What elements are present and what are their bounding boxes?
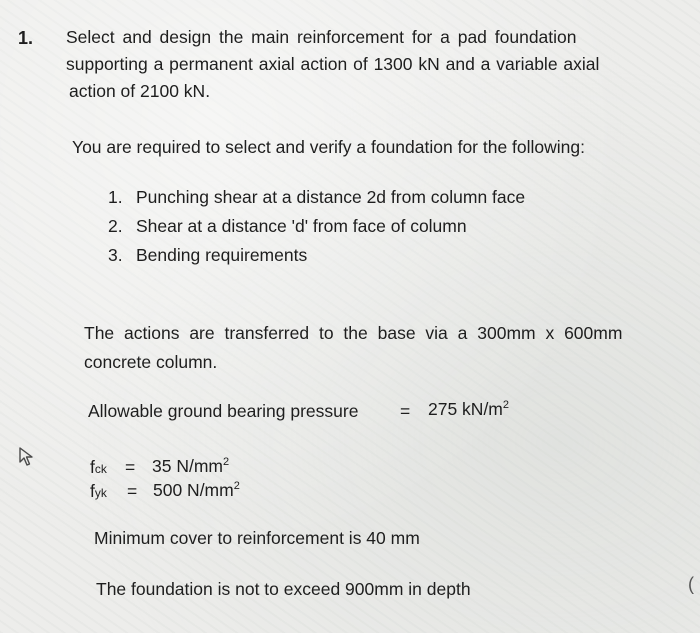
depth-text: The foundation is not to exceed 900mm in depth xyxy=(96,579,471,599)
list-number: 3. xyxy=(108,245,123,265)
list-number: 2. xyxy=(108,216,123,236)
fck-equals: = xyxy=(125,457,136,477)
fck-value-text: 35 N/mm xyxy=(152,456,223,476)
actions-line-2: concrete column. xyxy=(84,352,218,372)
fyk-f: f xyxy=(90,481,95,501)
list-item xyxy=(108,187,525,208)
fyk-value xyxy=(153,479,240,501)
question-intro xyxy=(66,24,700,105)
bearing-value xyxy=(428,398,509,420)
requirement-text: You are required to select and verify a foundation for the following: xyxy=(72,137,586,157)
mouse-cursor-icon xyxy=(17,446,37,473)
bearing-label: Allowable ground bearing pressure xyxy=(88,401,359,421)
fck-subscript: ck xyxy=(94,462,107,476)
actions-line-1: The actions are transferred to the base via a 300mm x 600mm xyxy=(84,323,623,343)
bearing-value-text: 275 kN/m xyxy=(428,399,503,419)
list-number: 1. xyxy=(108,187,123,207)
intro-line-1: Select and design the main reinforcement for a pad foundation xyxy=(66,27,577,47)
intro-line-2: supporting a permanent axial action of 1300 kN and a variable axial xyxy=(66,54,600,74)
fyk-equals: = xyxy=(127,481,138,501)
fyk-value-sup: 2 xyxy=(233,480,240,493)
fck-f: f xyxy=(90,457,95,477)
list-text: Bending requirements xyxy=(136,245,308,265)
cover-text: Minimum cover to reinforcement is 40 mm xyxy=(94,528,420,548)
bearing-value-sup: 2 xyxy=(502,399,510,412)
list-item xyxy=(108,245,307,266)
question-number: 1. xyxy=(18,28,34,48)
fck-value-sup: 2 xyxy=(222,456,230,469)
intro-line-3: action of 2100 kN. xyxy=(69,81,211,101)
fyk-subscript: yk xyxy=(94,486,107,500)
edge-glyph: ( xyxy=(688,574,694,594)
fyk-symbol xyxy=(90,480,107,504)
fck-symbol xyxy=(90,456,107,480)
fck-value xyxy=(152,455,229,477)
fyk-value-text: 500 N/mm xyxy=(153,480,234,500)
bearing-equals: = xyxy=(400,401,411,421)
list-text: Shear at a distance 'd' from face of column xyxy=(136,216,467,236)
list-text: Punching shear at a distance 2d from column face xyxy=(136,187,526,207)
list-item xyxy=(108,216,467,237)
